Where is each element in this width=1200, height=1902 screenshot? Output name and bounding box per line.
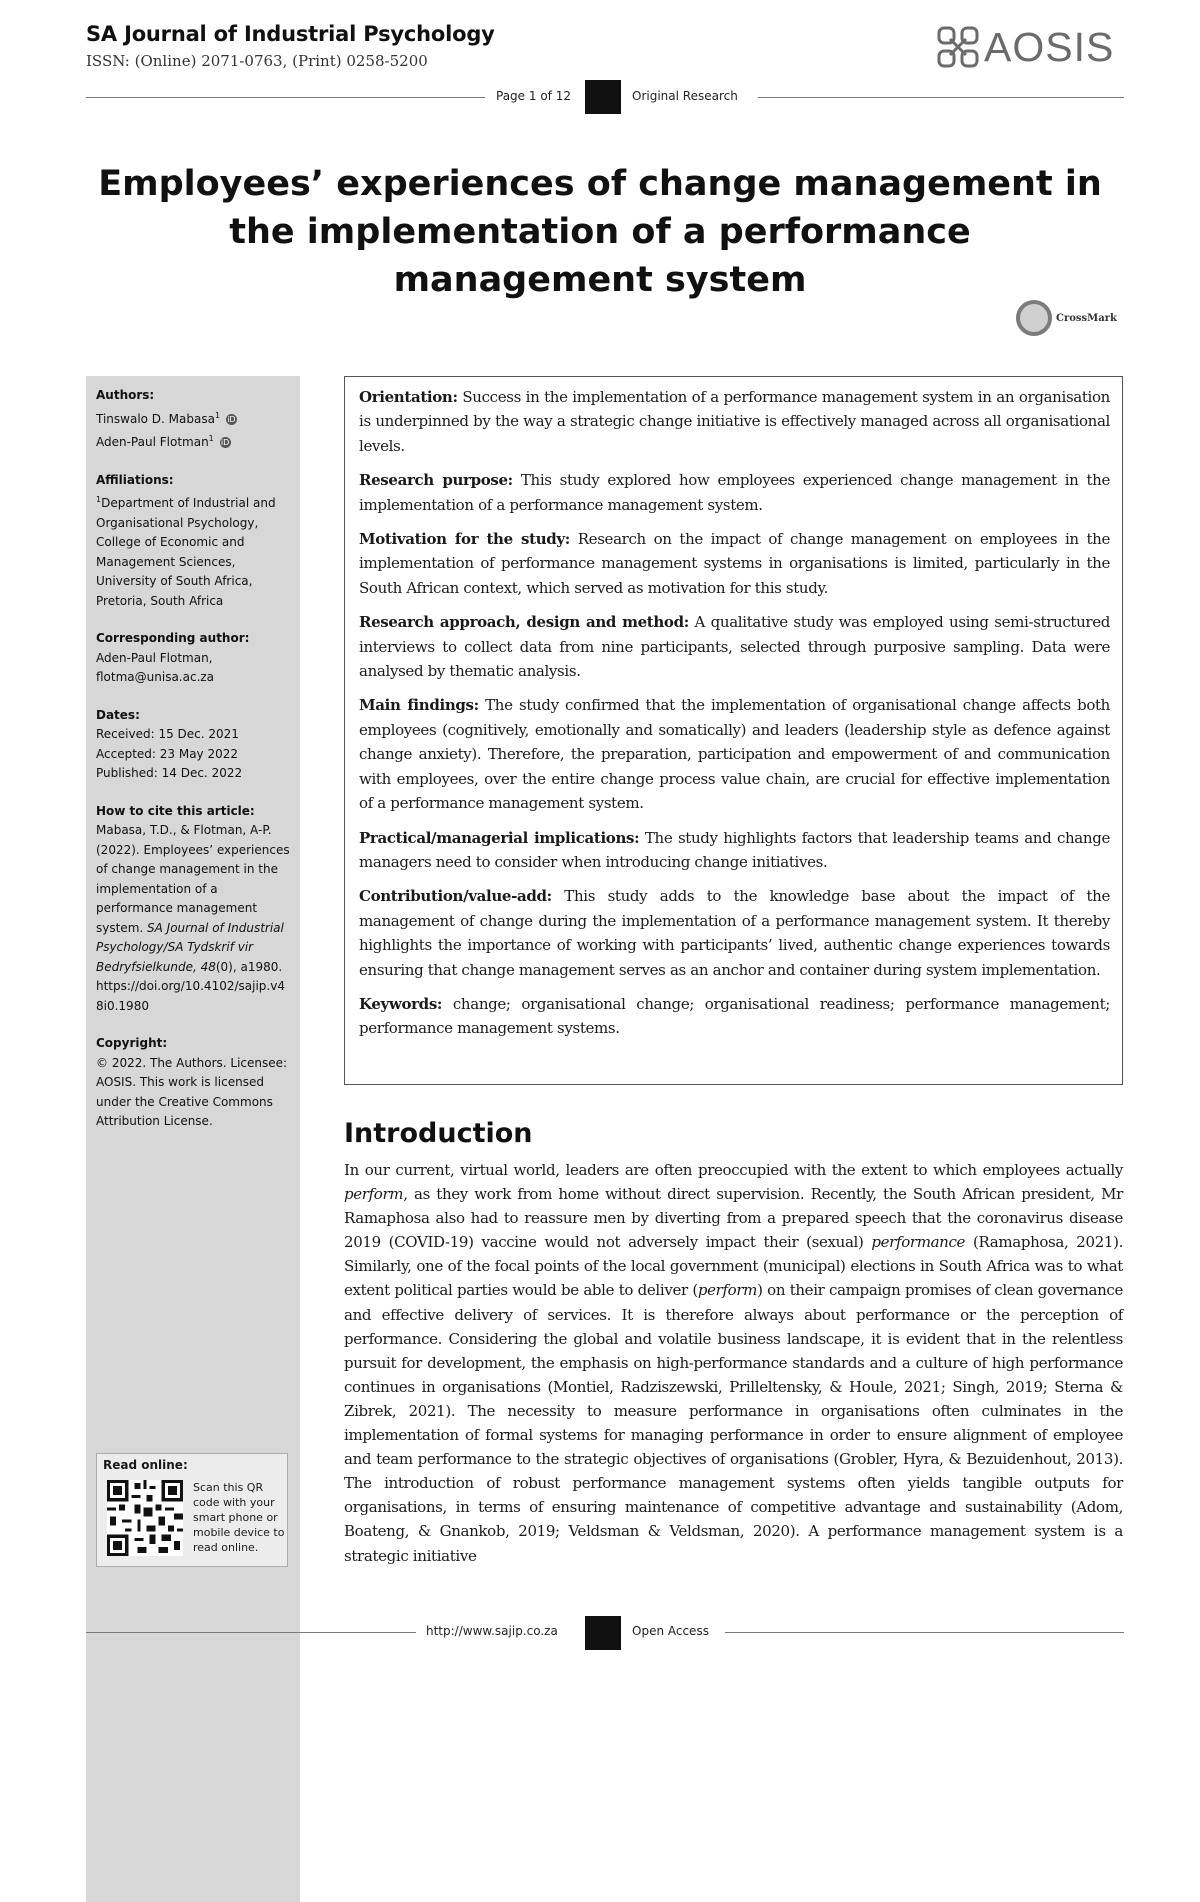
- article-title: [80, 160, 1120, 304]
- dates-section: [96, 706, 292, 784]
- body-emphasis: perform: [344, 1185, 404, 1204]
- copyright-text: © 2022. The Authors. Licensee: AOSIS. This work is licensed under the Creative Commons Attribution License.: [96, 1055, 288, 1128]
- abstract-text: A qualitative study was employed using semi-structured interviews to collect data from nine participants, selected through purposive sampling. Data were analysed by thematic analysis.: [359, 613, 1110, 681]
- author-name: Tinswalo D. Mabasa: [96, 411, 215, 426]
- affiliation-mark: 1: [214, 410, 221, 420]
- dates-heading: Dates:: [96, 707, 140, 722]
- abstract-paragraph: [359, 385, 1110, 458]
- date-received: Received: 15 Dec. 2021: [96, 727, 239, 741]
- abstract-text: change; organisational change; organisational readiness; performance management; performance management systems.: [359, 994, 1110, 1038]
- abstract-paragraph: [359, 468, 1110, 517]
- page-number: Page 1 of 12: [496, 89, 571, 103]
- publisher-logo-text: AOSIS: [984, 23, 1115, 70]
- abstract-label: Contribution/value-add:: [359, 887, 552, 906]
- read-online-text: Scan this QR code with your smart phone or mobile device to read online.: [193, 1481, 285, 1554]
- header-rule-left: [86, 97, 485, 98]
- section-label: Original Research: [632, 89, 738, 103]
- affiliation-text: [96, 490, 292, 611]
- footer-open-access: Open Access: [632, 1624, 709, 1638]
- corresponding-name: Aden-Paul Flotman,: [96, 650, 213, 665]
- corresponding-heading: Corresponding author:: [96, 631, 250, 645]
- citation-section: [96, 802, 292, 1017]
- crossmark-icon: [1016, 300, 1052, 336]
- author-entry: [96, 429, 292, 453]
- abstract-label: Main findings:: [359, 696, 479, 715]
- abstract-text: The study confirmed that the implementation of organisational change affects both employees (cognitively, emotionally and somatically) and leaders (leadership style as defence against change anxiety). Therefore, the preparation, participation and empowerment of and communication with employees, over the entire change process value chain, are crucial for effective implementation of a performance management system.: [359, 696, 1110, 813]
- orcid-icon[interactable]: iD: [227, 414, 236, 424]
- abstract-text: This study explored how employees experienced change management in the implementation of a performance management system.: [359, 471, 1110, 514]
- body-emphasis: performance: [871, 1233, 966, 1252]
- abstract-paragraph: [359, 693, 1110, 815]
- footer-rule-right: [725, 1632, 1124, 1633]
- journal-name: SA Journal of Industrial Psychology: [86, 22, 495, 46]
- abstract-label: Orientation:: [359, 388, 458, 406]
- abstract-paragraph: [359, 610, 1110, 683]
- abstract-paragraph: [359, 884, 1110, 982]
- abstract-label: Motivation for the study:: [359, 530, 570, 549]
- issn: ISSN: (Online) 2071-0763, (Print) 0258-5200: [86, 52, 428, 70]
- abstract-keywords: [359, 992, 1110, 1041]
- date-accepted: Accepted: 23 May 2022: [96, 746, 239, 761]
- affiliation-mark: 1: [208, 434, 214, 443]
- footer-rule-left: [86, 1632, 416, 1633]
- abstract-text: Success in the implementation of a performance management system in an organisation is underpinned by the way a strategic change initiative is effectively managed across all organisational levels.: [359, 388, 1110, 455]
- title-line: management system: [393, 260, 807, 300]
- orcid-icon[interactable]: iD: [220, 438, 230, 447]
- corresponding-email[interactable]: flotma@unisa.ac.za: [96, 670, 215, 684]
- author-entry: [96, 406, 292, 430]
- header-black-square: [585, 80, 621, 114]
- read-online-box: [96, 1453, 288, 1567]
- abstract-text: Research on the impact of change management on employees in the implementation of performance management systems in organisations is limited, particularly in the South African context, which served as motivation for this study.: [359, 530, 1111, 597]
- corresponding-section: [96, 629, 292, 688]
- title-line: Employees’ experiences of change management in: [98, 164, 1102, 204]
- crossmark-badge[interactable]: [1016, 300, 1117, 336]
- authors-heading: Authors:: [96, 388, 155, 402]
- citation-plain: Mabasa, T.D., & Flotman, A-P. (2022). Employees’ experiences of change management in the implementation of a performance management system.: [96, 823, 290, 935]
- body-text: (Ramaphosa, 2021). Similarly, one of the focal points of the local government (municipal) elections in South Africa was to what extent political parties would be able to deliver (: [344, 1233, 1123, 1300]
- abstract-paragraph: [359, 826, 1110, 875]
- aosis-knot-icon: [936, 25, 980, 69]
- article-info-sidebar: [86, 376, 300, 1902]
- copyright-heading: Copyright:: [96, 1036, 168, 1050]
- abstract-box: [344, 376, 1123, 1085]
- footer-black-square: [585, 1616, 621, 1650]
- read-online-heading: Read online:: [103, 1458, 188, 1472]
- abstract-paragraph: [359, 527, 1110, 600]
- citation-text: [96, 821, 292, 1016]
- title-line: the implementation of a performance: [229, 212, 971, 252]
- abstract-label: Research purpose:: [359, 471, 513, 490]
- affiliation-mark: 1: [96, 495, 102, 504]
- copyright-section: [96, 1034, 292, 1132]
- abstract-label: Research approach, design and method:: [359, 613, 689, 632]
- affiliation-body: Department of Industrial and Organisational Psychology, College of Economic and Management Sciences, University of South Africa, Pretoria, South Africa: [96, 496, 276, 608]
- abstract-label: Keywords:: [359, 994, 443, 1013]
- footer-url-link[interactable]: http://www.sajip.co.za: [426, 1624, 558, 1638]
- header-rule-right: [758, 97, 1124, 98]
- crossmark-label: CrossMark: [1056, 312, 1117, 324]
- date-published: Published: 14 Dec. 2022: [96, 766, 243, 780]
- abstract-text: The study highlights factors that leadership teams and change managers need to consider when introducing change initiatives.: [359, 828, 1110, 871]
- body-emphasis: perform: [697, 1281, 758, 1300]
- section-heading: Introduction: [344, 1118, 533, 1149]
- body-text: ) on their campaign promises of clean governance and effective delivery of services. It is therefore always about performance or the perception of performance. Considering the global and volatile business landscape, it is evident that in the relentless pursuit for development, the emphasis on high-performance standards and a culture of high performance continues in organisations (Montiel, Radziszewski, Prilleltensky, & Houle, 2021; Singh, 2019; Sterna & Zibrek, 2021). The necessity to measure performance in organisations often culminates in the implementation of formal systems for managing performance in order to ensure alignment of employee and team performance to the strategic objectives of organisations (Grobler, Hyra, & Bezuidenhout, 2013). The introduction of robust performance management systems often yields tangible outputs for organisations, in terms of ensuring maintenance of competitive advantage and sustainability (Adom, Boateng, & Gnankob, 2019; Veldsman & Veldsman, 2020). A performance management system is a strategic initiative: [344, 1281, 1123, 1565]
- citation-doi[interactable]: (0), a1980. https://doi.org/10.4102/sajip.v48i0.1980: [96, 959, 285, 1013]
- affiliations-heading: Affiliations:: [96, 472, 174, 487]
- body-text: In our current, virtual world, leaders are often preoccupied with the extent to which employees actually: [344, 1161, 1123, 1179]
- affiliations-section: [96, 471, 292, 612]
- body-text: , as they work from home without direct supervision. Recently, the South African president, Mr Ramaphosa also had to reassure men by diverting from a prepared speech that the coronavirus disease 2019 (COVID-19) vaccine would not adversely impact their (sexual): [344, 1185, 1123, 1252]
- abstract-label: Practical/managerial implications:: [359, 828, 640, 847]
- qr-code-icon[interactable]: [107, 1480, 183, 1556]
- citation-journal: SA Journal of Industrial Psychology/SA Tydskrif vir Bedryfsielkunde, 48: [96, 920, 284, 974]
- publisher-logo: [936, 22, 1126, 72]
- author-name: Aden-Paul Flotman: [96, 435, 209, 449]
- citation-heading: How to cite this article:: [96, 803, 255, 818]
- authors-section: [96, 386, 292, 453]
- abstract-text: This study adds to the knowledge base about the impact of the management of change during the implementation of a performance management system. It thereby highlights the importance of working with participants’ lived, authentic change experiences towards ensuring that change management serves as an anchor and container during system implementation.: [359, 887, 1110, 979]
- intro-paragraph: [344, 1158, 1123, 1568]
